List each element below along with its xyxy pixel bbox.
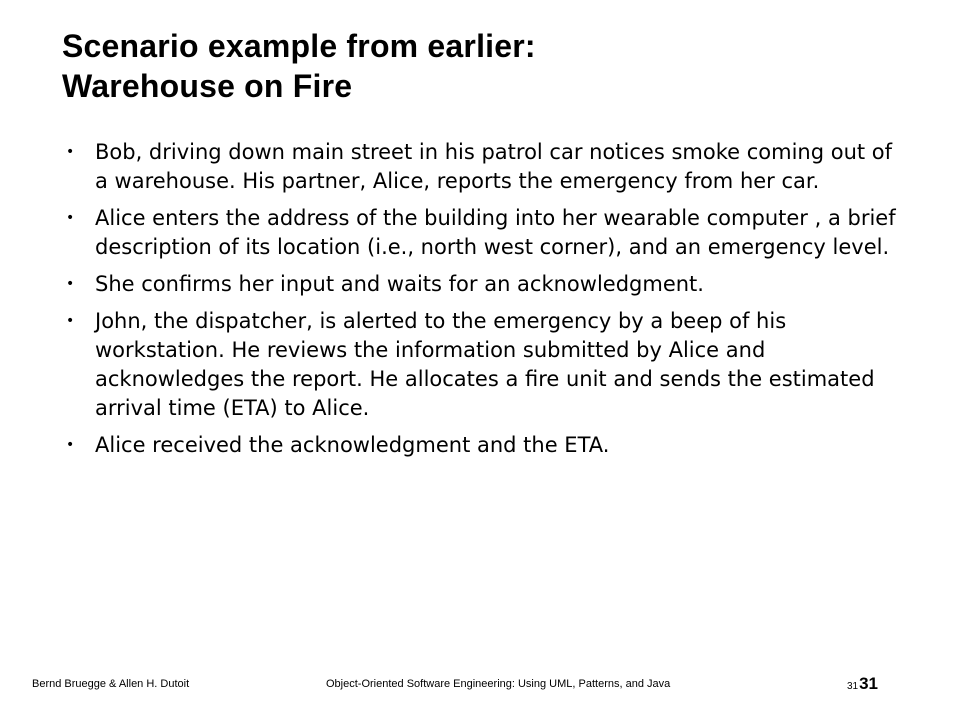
page-number (847, 672, 878, 696)
slide-title (62, 26, 902, 106)
slide-title-line-2: Warehouse on Fire (62, 68, 353, 104)
bullet-list (62, 138, 902, 468)
bullet-item-5: • Alice received the acknowledgment and the ETA. (62, 431, 902, 460)
bullet-item-4: • John, the dispatcher, is alerted to the emergency by a beep of his workstation. He reviews the information submitted by Alice and acknowledges the report. He allocates a fire unit and sends the estimated arrival time (ETA) to Alice. (62, 307, 902, 423)
page-number-large: 31 (859, 674, 878, 693)
bullet-item-3: • She confirms her input and waits for an acknowledgment. (62, 270, 902, 299)
footer-book-title: Object-Oriented Software Engineering: Using UML, Patterns, and Java (326, 678, 671, 690)
footer-authors: Bernd Bruegge & Allen H. Dutoit (32, 678, 190, 690)
page-number-small: 31 (846, 681, 859, 692)
slide-title-line-1: Scenario example from earlier: (62, 28, 536, 64)
bullet-item-1: • Bob, driving down main street in his patrol car notices smoke coming out of a warehouse. His partner, Alice, reports the emergency from her car. (62, 138, 902, 196)
bullet-item-2: • Alice enters the address of the building into her wearable computer , a brief description of its location (i.e., north west corner), and an emergency level. (62, 204, 902, 262)
